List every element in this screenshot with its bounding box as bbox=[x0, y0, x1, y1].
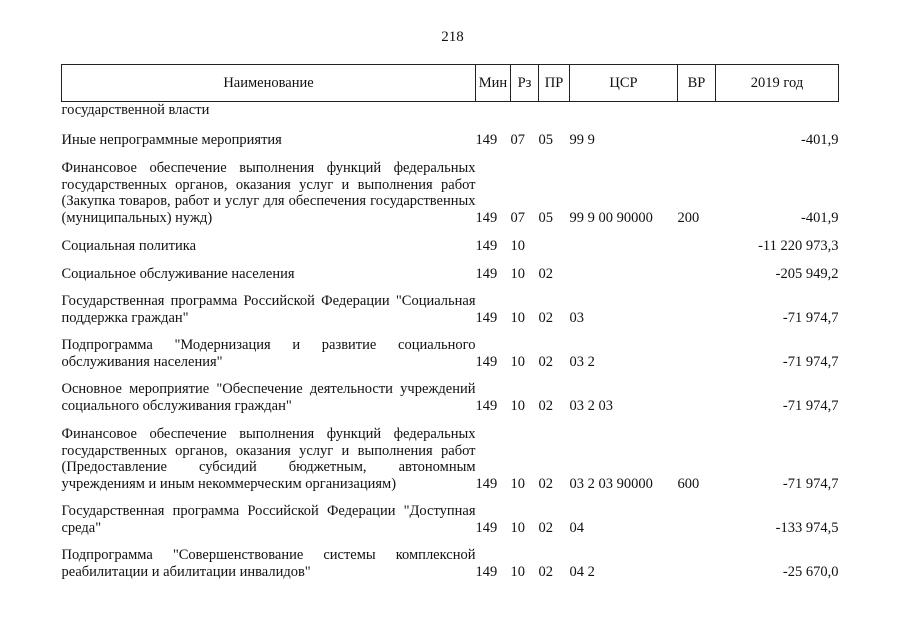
row-rz: 07 bbox=[510, 131, 525, 148]
budget-table bbox=[61, 64, 839, 580]
row-name: Государственная программа Российской Федерации "Доступная среда" bbox=[61, 503, 476, 536]
row-csr: 04 2 bbox=[569, 563, 595, 580]
header-csr: ЦСР bbox=[570, 65, 678, 102]
table-row bbox=[62, 148, 839, 226]
table-row bbox=[62, 282, 839, 326]
row-pr: 05 bbox=[538, 209, 553, 226]
row-rz: 10 bbox=[510, 519, 525, 536]
row-pr: 02 bbox=[538, 265, 553, 282]
row-pr: 02 bbox=[538, 563, 553, 580]
table-row bbox=[62, 226, 839, 254]
header-year: 2019 год bbox=[716, 65, 839, 102]
row-min: 149 bbox=[475, 237, 498, 254]
row-rz: 10 bbox=[510, 397, 525, 414]
row-rz: 10 bbox=[510, 475, 525, 492]
row-pr: 02 bbox=[538, 309, 553, 326]
row-pr: 02 bbox=[538, 397, 553, 414]
row-min bbox=[476, 102, 511, 121]
row-name: Финансовое обеспечение выполнения функций федеральных государственных органов, оказания услуг и выполнения работ (Закупка товаров, работ и услуг для обеспечения государственных (муниципальных) нужд) bbox=[61, 160, 476, 226]
row-name: Иные непрограммные мероприятия bbox=[61, 131, 282, 148]
table-row bbox=[62, 536, 839, 580]
row-pr: 05 bbox=[538, 131, 553, 148]
row-csr bbox=[570, 226, 678, 254]
row-name: Подпрограмма "Модернизация и развитие социального обслуживания населения" bbox=[61, 337, 476, 370]
row-vr bbox=[678, 536, 716, 580]
row-vr: 200 bbox=[677, 209, 700, 226]
row-amount: -71 974,7 bbox=[782, 353, 839, 370]
table-row bbox=[62, 254, 839, 282]
table-row bbox=[62, 492, 839, 536]
row-vr bbox=[678, 226, 716, 254]
row-vr: 600 bbox=[677, 475, 700, 492]
row-csr: 99 9 00 90000 bbox=[569, 209, 653, 226]
row-amount: -25 670,0 bbox=[782, 563, 839, 580]
row-csr bbox=[570, 254, 678, 282]
header-pr: ПР bbox=[539, 65, 570, 102]
row-name: Основное мероприятие "Обеспечение деятельности учреждений социального обслуживания граждан" bbox=[61, 381, 476, 414]
header-rz: Рз bbox=[511, 65, 539, 102]
row-rz: 10 bbox=[510, 237, 525, 254]
row-min: 149 bbox=[475, 209, 498, 226]
row-vr bbox=[678, 254, 716, 282]
page-number: 218 bbox=[441, 29, 464, 45]
row-min: 149 bbox=[475, 519, 498, 536]
row-min: 149 bbox=[475, 353, 498, 370]
row-amount bbox=[716, 102, 839, 121]
header-vr: ВР bbox=[678, 65, 716, 102]
row-name: Государственная программа Российской Федерации "Социальная поддержка граждан" bbox=[61, 293, 476, 326]
row-amount: -401,9 bbox=[801, 131, 839, 148]
row-csr: 03 2 03 90000 bbox=[569, 475, 653, 492]
row-vr bbox=[678, 102, 716, 121]
row-name: Социальное обслуживание населения bbox=[61, 265, 295, 282]
row-csr: 03 bbox=[569, 309, 584, 326]
row-vr bbox=[678, 370, 716, 414]
row-name: государственной власти bbox=[61, 102, 210, 118]
row-pr: 02 bbox=[538, 519, 553, 536]
header-name: Наименование bbox=[62, 65, 476, 102]
row-name: Подпрограмма "Совершенствование системы комплексной реабилитации и абилитации инвалидов" bbox=[61, 547, 476, 580]
row-rz: 07 bbox=[510, 209, 525, 226]
row-name: Финансовое обеспечение выполнения функций федеральных государственных органов, оказания услуг и выполнения работ (Предоставление субсидий бюджетным, автономным учреждениям и иным некоммерческим организациям) bbox=[61, 426, 476, 492]
row-min: 149 bbox=[475, 265, 498, 282]
row-vr bbox=[678, 120, 716, 148]
row-amount: -71 974,7 bbox=[782, 397, 839, 414]
row-rz bbox=[511, 102, 539, 121]
row-amount: -205 949,2 bbox=[775, 265, 839, 282]
row-rz: 10 bbox=[510, 353, 525, 370]
row-amount: -71 974,7 bbox=[782, 475, 839, 492]
table-row bbox=[62, 120, 839, 148]
row-rz: 10 bbox=[510, 563, 525, 580]
table-row bbox=[62, 102, 839, 121]
row-rz: 10 bbox=[510, 265, 525, 282]
row-vr bbox=[678, 492, 716, 536]
header-min: Мин bbox=[476, 65, 511, 102]
row-min: 149 bbox=[475, 397, 498, 414]
row-pr: 02 bbox=[538, 353, 553, 370]
table-row bbox=[62, 326, 839, 370]
row-name: Социальная политика bbox=[61, 237, 197, 254]
row-amount: -401,9 bbox=[801, 209, 839, 226]
row-rz: 10 bbox=[510, 309, 525, 326]
row-min: 149 bbox=[475, 309, 498, 326]
row-amount: -71 974,7 bbox=[782, 309, 839, 326]
row-csr: 04 bbox=[569, 519, 584, 536]
row-csr: 03 2 bbox=[569, 353, 595, 370]
table-header-row bbox=[62, 65, 839, 102]
row-min: 149 bbox=[475, 563, 498, 580]
row-min: 149 bbox=[475, 475, 498, 492]
row-vr bbox=[678, 326, 716, 370]
table-row bbox=[62, 370, 839, 414]
row-csr: 03 2 03 bbox=[569, 397, 613, 414]
row-pr bbox=[539, 226, 570, 254]
row-pr: 02 bbox=[538, 475, 553, 492]
row-min: 149 bbox=[475, 131, 498, 148]
row-amount: -11 220 973,3 bbox=[758, 237, 839, 254]
row-csr bbox=[570, 102, 678, 121]
row-pr bbox=[539, 102, 570, 121]
row-vr bbox=[678, 282, 716, 326]
row-csr: 99 9 bbox=[569, 131, 595, 148]
row-amount: -133 974,5 bbox=[775, 519, 839, 536]
table-row bbox=[62, 414, 839, 492]
